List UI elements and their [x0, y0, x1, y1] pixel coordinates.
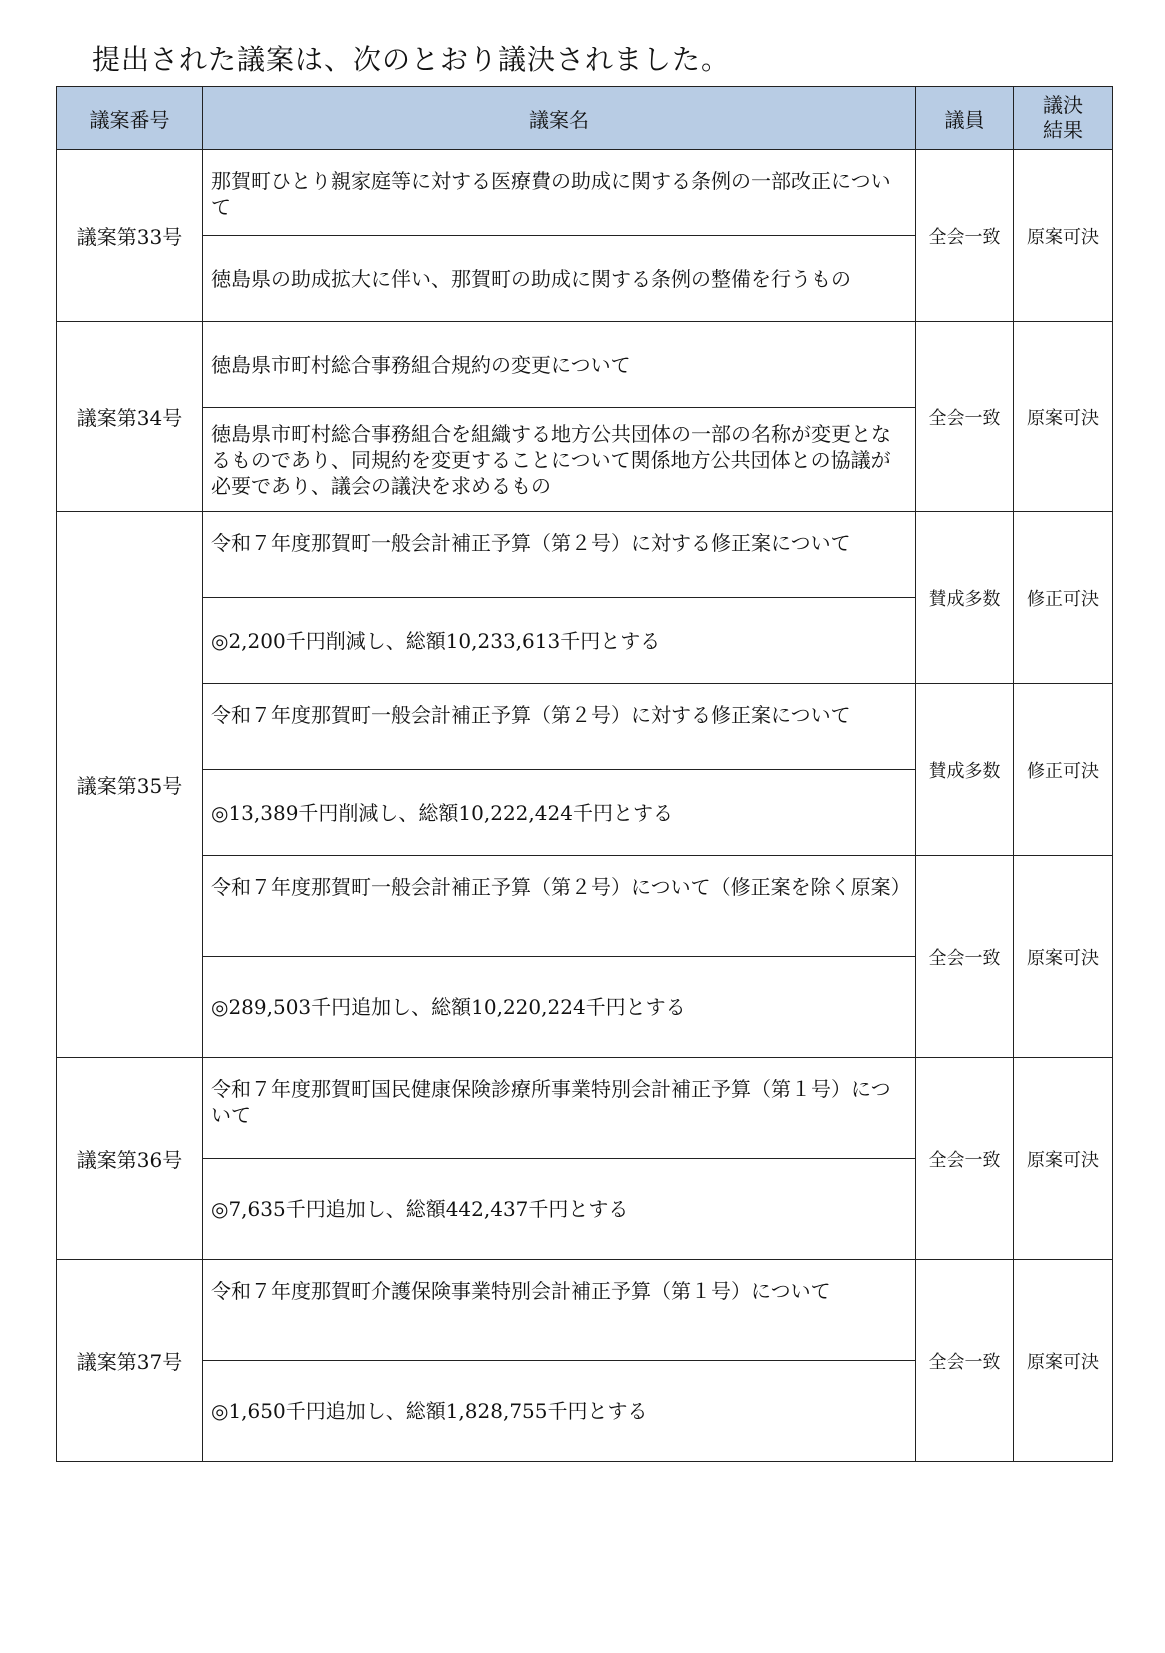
member-vote: 全会一致: [916, 856, 1014, 1058]
resolution-result: 原案可決: [1014, 322, 1113, 512]
resolution-result: 原案可決: [1014, 1058, 1113, 1260]
bill-number: 議案第35号: [57, 512, 203, 1058]
table-row: [57, 1260, 1113, 1361]
bill-number: 議案第36号: [57, 1058, 203, 1260]
bill-detail: 徳島県市町村総合事務組合を組織する地方公共団体の一部の名称が変更となるものであり、同規約を変更することについて関係地方公共団体との協議が必要であり、議会の議決を求めるもの: [203, 408, 916, 512]
table-row: [57, 1058, 1113, 1159]
bill-title: 令和７年度那賀町一般会計補正予算（第２号）について（修正案を除く原案）: [203, 856, 916, 957]
bill-title: 令和７年度那賀町介護保険事業特別会計補正予算（第１号）について: [203, 1260, 916, 1361]
resolution-result: 原案可決: [1014, 150, 1113, 322]
member-vote: 全会一致: [916, 322, 1014, 512]
bill-title: 令和７年度那賀町国民健康保険診療所事業特別会計補正予算（第１号）について: [203, 1058, 916, 1159]
page-intro: 提出された議案は、次のとおり議決されました。: [92, 43, 731, 76]
bill-number: 議案第34号: [57, 322, 203, 512]
header-name: 議案名: [203, 87, 916, 150]
table-row: [57, 684, 1113, 770]
member-vote: 賛成多数: [916, 684, 1014, 856]
bill-title: 令和７年度那賀町一般会計補正予算（第２号）に対する修正案について: [203, 512, 916, 598]
bill-title: 那賀町ひとり親家庭等に対する医療費の助成に関する条例の一部改正について: [203, 150, 916, 236]
table-header-row: [57, 87, 1113, 150]
bill-detail: 徳島県の助成拡大に伴い、那賀町の助成に関する条例の整備を行うもの: [203, 236, 916, 322]
table-row: [57, 150, 1113, 236]
resolution-table: [56, 86, 1113, 1462]
table-row: [57, 322, 1113, 408]
table-row: [57, 856, 1113, 957]
resolution-result: 修正可決: [1014, 512, 1113, 684]
member-vote: 全会一致: [916, 1260, 1014, 1462]
bill-detail: ◎1,650千円追加し、総額1,828,755千円とする: [203, 1361, 916, 1462]
member-vote: 全会一致: [916, 150, 1014, 322]
bill-title: 徳島県市町村総合事務組合規約の変更について: [203, 322, 916, 408]
header-members: 議員: [916, 87, 1014, 150]
member-vote: 全会一致: [916, 1058, 1014, 1260]
bill-title: 令和７年度那賀町一般会計補正予算（第２号）に対する修正案について: [203, 684, 916, 770]
resolution-result: 原案可決: [1014, 856, 1113, 1058]
bill-number: 議案第37号: [57, 1260, 203, 1462]
bill-number: 議案第33号: [57, 150, 203, 322]
bill-detail: ◎289,503千円追加し、総額10,220,224千円とする: [203, 957, 916, 1058]
resolution-result: 修正可決: [1014, 684, 1113, 856]
bill-detail: ◎7,635千円追加し、総額442,437千円とする: [203, 1159, 916, 1260]
resolution-result: 原案可決: [1014, 1260, 1113, 1462]
bill-detail: ◎13,389千円削減し、総額10,222,424千円とする: [203, 770, 916, 856]
bill-detail: ◎2,200千円削減し、総額10,233,613千円とする: [203, 598, 916, 684]
header-number: 議案番号: [57, 87, 203, 150]
member-vote: 賛成多数: [916, 512, 1014, 684]
header-result: 議決結果: [1014, 87, 1113, 150]
table-row: [57, 512, 1113, 598]
